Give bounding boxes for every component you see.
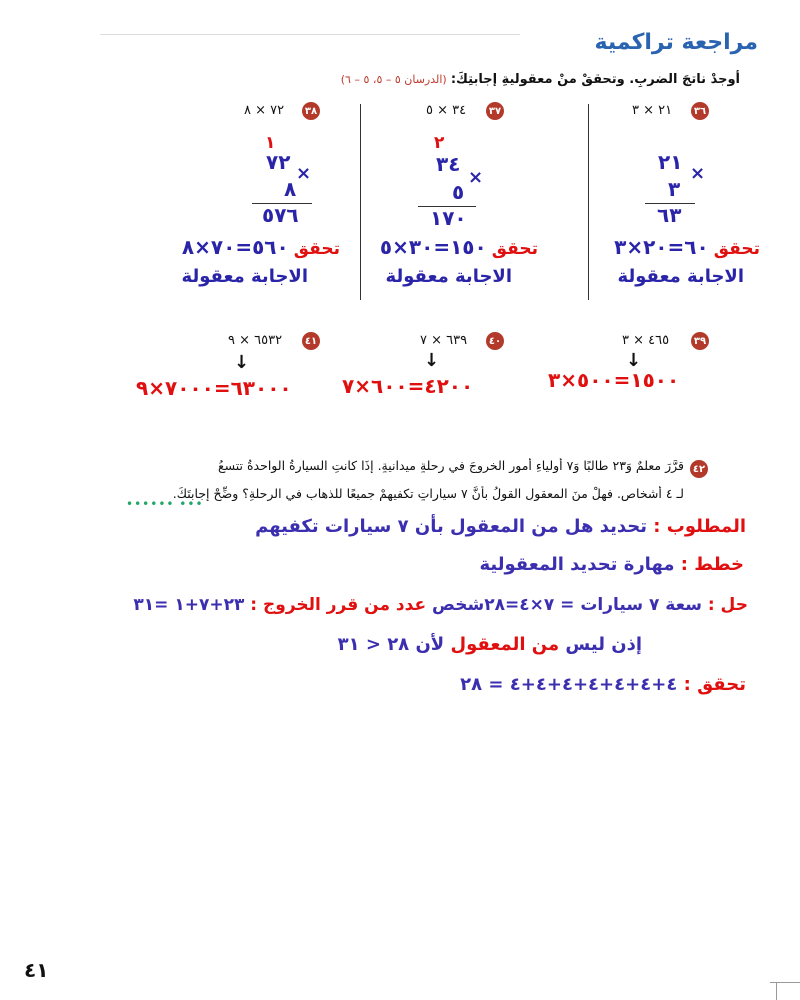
- check-line-final: [460, 674, 746, 695]
- required-label: المطلوب :: [653, 516, 746, 537]
- solve-label: حل :: [707, 595, 748, 615]
- check-line: [182, 235, 340, 259]
- instruction-line: [341, 72, 740, 87]
- instruction-text: أوجدْ ناتجَ الضربِ. وتحققْ منْ معقوليةِ إجابتِكَ:: [450, 72, 740, 87]
- answer-text: الاجابة معقولة: [181, 266, 308, 287]
- times-sign: ×: [296, 163, 312, 184]
- arrow-down-icon: ↓: [626, 350, 642, 371]
- solve-capacity: سعة ٧ سيارات = ٧×٤=٢٨شخص: [432, 595, 702, 615]
- problem-badge: ٣٩: [691, 332, 709, 350]
- rounded-answer: ١٥٠٠=٥٠٠×٣: [548, 368, 680, 392]
- times-sign: ×: [690, 163, 706, 184]
- problem-badge: ٣٧: [486, 102, 504, 120]
- problem-text-line-1: قرَّرَ معلمٌ وَ٢٣ طالبًا وَ٧ أولياءِ أمورِ الخروجَ في رحلةٍ ميدانيةٍ. إذَا كانتِ السيارةُ الواحدةُ تتسعُ: [217, 458, 684, 473]
- lessons-ref: (الدرسان ٥ – ٥، ٥ – ٦): [340, 73, 447, 86]
- carry-digit: ١: [265, 133, 276, 153]
- check-expression: ١٥٠=٣٠×٥: [379, 235, 487, 259]
- conclusion-part-3: لأن ٢٨ < ٣١: [337, 634, 445, 655]
- product: ٦٣: [657, 203, 682, 227]
- multiplier: ٥: [452, 180, 465, 204]
- problem-badge: ٤١: [302, 332, 320, 350]
- check-label: تحقق :: [683, 674, 746, 695]
- check-expression: ٦٠=٢٠×٣: [614, 235, 709, 259]
- problem-badge: ٣٦: [691, 102, 709, 120]
- check-label: تحقق: [293, 239, 340, 259]
- check-line: [380, 235, 538, 259]
- check-expression: ٥٦٠=٧٠×٨: [181, 235, 289, 259]
- problem-badge: ٣٨: [302, 102, 320, 120]
- check-label: تحقق: [713, 239, 760, 259]
- plan-text: مهارة تحديد المعقولية: [479, 554, 675, 575]
- product: ١٧٠: [430, 206, 467, 230]
- required-text: تحديد هل من المعقول بأن ٧ سيارات تكفيهم: [255, 516, 647, 537]
- problem-expression: ٦٣٩ × ٧: [420, 333, 468, 348]
- problem-badge: ٤٢: [690, 460, 708, 478]
- underline-dots: •••••• •••: [126, 497, 204, 511]
- problem-expression: ٧٢ × ٨: [244, 103, 285, 118]
- times-sign: ×: [468, 167, 484, 188]
- problem-expression: ٦٥٣٢ × ٩: [228, 333, 283, 348]
- divider-left: [360, 104, 361, 300]
- problem-expression: ٢١ × ٣: [632, 103, 673, 118]
- check-label: تحقق: [491, 239, 538, 259]
- rounded-answer: ٦٣٠٠٠=٧٠٠٠×٩: [136, 376, 292, 400]
- multiplicand: ٧٢: [266, 150, 291, 174]
- problem-expression: ٤٦٥ × ٣: [622, 333, 670, 348]
- solve-line: [133, 595, 748, 615]
- arrow-down-icon: ↓: [424, 350, 440, 371]
- product: ٥٧٦: [262, 203, 299, 227]
- conclusion-part-2: من المعقول: [450, 634, 560, 655]
- required-line: [255, 516, 746, 537]
- answer-text: الاجابة معقولة: [617, 266, 744, 287]
- footer-tick: [776, 982, 777, 1000]
- problem-text-line-2: لـ ٤ أشخاصٍ. فهلْ منَ المعقولِ القولُ بأنَّ ٧ سياراتٍ تكفيهِمْ جميعًا للذهابِ في الرحلةِ؟ وضِّحْ إجابتَكَ.: [172, 486, 684, 501]
- divider-right: [588, 104, 589, 300]
- check-sum: ٤+٤+٤+٤+٤+٤+٤ = ٢٨: [460, 674, 678, 695]
- multiplier: ٨: [284, 177, 297, 201]
- carry-digit: ٢: [434, 133, 445, 153]
- footer-rule: [770, 982, 800, 983]
- page-title: مراجعة تراكمية: [594, 30, 758, 55]
- page-number: ٤١: [24, 958, 49, 982]
- plan-label: خطط :: [680, 554, 744, 575]
- rounded-answer: ٤٢٠٠=٦٠٠×٧: [342, 374, 474, 398]
- problem-expression: ٣٤ × ٥: [426, 103, 467, 118]
- conclusion-line: [338, 634, 642, 655]
- solve-people-sum: ٢٣+٧+١ =٣١: [133, 595, 245, 615]
- multiplicand: ٢١: [658, 150, 683, 174]
- conclusion-part-1: إذن ليس: [565, 634, 642, 655]
- problem-badge: ٤٠: [486, 332, 504, 350]
- multiplicand: ٣٤: [436, 152, 461, 176]
- plan-line: [479, 554, 744, 575]
- check-line: [614, 235, 760, 259]
- top-rule: [100, 34, 520, 35]
- arrow-down-icon: ↓: [234, 352, 250, 373]
- solve-people-label: عدد من قرر الخروج :: [250, 595, 427, 615]
- answer-text: الاجابة معقولة: [385, 266, 512, 287]
- multiplier: ٣: [668, 177, 681, 201]
